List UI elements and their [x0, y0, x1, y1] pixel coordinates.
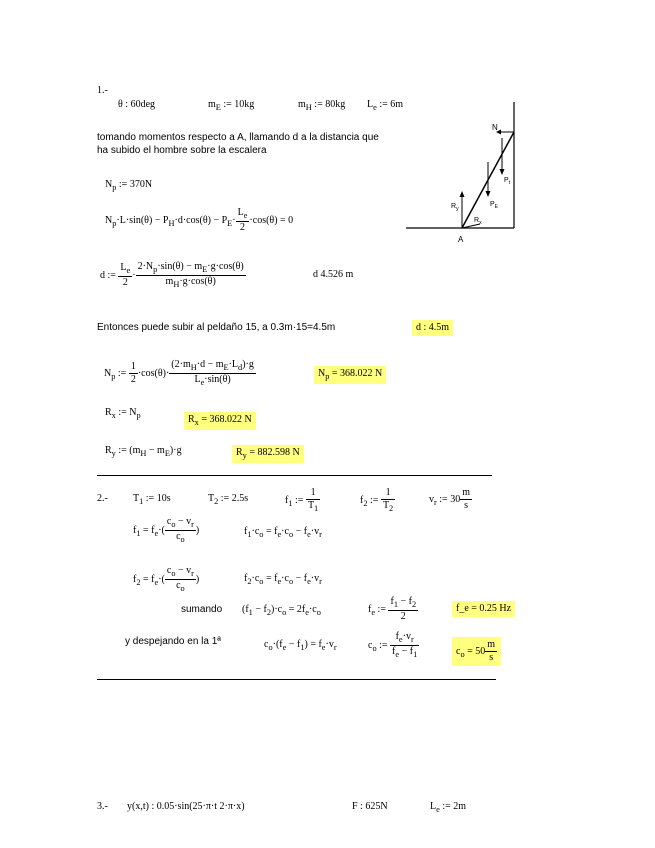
co-result: $c_o = 50$ $\frac{m}{s}$	[452, 637, 501, 666]
given-mass-e: $m_E$ := 10kg	[208, 99, 255, 112]
co-definition: $c_o$ := $\frac{f_e\cdot v_r}{f_e - f_1}$	[368, 631, 418, 660]
explanation-line-1: tomando momentos respecto a A, llamando d a la distancia que	[97, 132, 379, 143]
np-definition: $N_p$ := 370N	[105, 179, 153, 192]
ladder-diagram	[404, 100, 522, 245]
fe-definition: $f_e$ := $\frac{f_1 - f_2}{2}$	[368, 596, 417, 623]
rx-result: $R_x = 368.022$ N	[184, 412, 256, 430]
d-assignment: d : 4.5m	[412, 320, 453, 336]
arrow-rx	[462, 224, 480, 228]
co-equation: $c_o\cdot(f_e - f_1) = f_e\cdot v_r$	[264, 639, 337, 652]
t2-definition: $T_2$ := 2.5s	[208, 493, 249, 506]
label-ry: $R_y$	[451, 203, 459, 212]
problem-2-number: 2.-	[97, 493, 108, 504]
np-redefinition: $N_p$ := $\frac{1}{2}$ ·cos(θ)· $\frac{(2\cdot m_H\cdot d - m_E\cdot L_d)\cdot g}{L_e\cdot\sin(\theta)}$	[104, 359, 254, 388]
label-n: N	[492, 123, 498, 132]
conclusion-text: Entonces puede subir al peldaño 15, a 0.3m·15=4.5m	[97, 322, 336, 333]
length-definition: $L_e$ := 2m	[430, 801, 467, 814]
d-result: d 4.526 m	[313, 269, 354, 280]
rx-definition: $R_x$ := $N_p$	[105, 407, 141, 420]
equation-f1: $f_1 = f_e\cdot$( $\frac{c_o - v_r}{c_o}$ )	[133, 516, 200, 545]
label-a: A	[458, 235, 464, 244]
moment-equation: $N_p\cdot L\cdot\sin(\theta) - P_H\cdot d\cdot\cos(\theta) - P_E\cdot$ $\frac{L_e}{2}$ ·cos(θ) = 0	[105, 207, 294, 234]
d-definition: d := $\frac{L_e}{2}$ · $\frac{2\cdot N_p\cdot\sin(\theta) - m_E\cdot g\cdot\cos(\theta)}{m_H\cdot g\cdot\cos(\theta)}$	[100, 261, 244, 290]
f2-definition: $f_2$ := $\frac{1}{T_2}$	[360, 487, 394, 513]
fe-result: f_e = 0.25 Hz	[452, 601, 515, 617]
divider-2	[97, 679, 496, 680]
divider-1	[97, 475, 492, 476]
label-pt: $P_t$	[504, 177, 511, 186]
force-definition: F : 625N	[352, 801, 388, 812]
np-result: $N_p = 368.022$ N	[314, 366, 386, 384]
equation-f2-expanded: $f_2\cdot c_o = f_e\cdot c_o - f_e\cdot v_r$	[244, 573, 322, 586]
equation-f2: $f_2 = f_e\cdot$( $\frac{c_o - v_r}{c_o}$ )	[133, 565, 200, 594]
wave-equation: y(x,t) : 0.05·sin(25·π·t 2·π·x)	[127, 801, 245, 812]
label-pe: $P_E$	[490, 201, 499, 210]
sum-equation: $(f_1 - f_2)\cdot c_o = 2f_e\cdot c_o$	[242, 604, 321, 617]
f1-definition: $f_1$ := $\frac{1}{T_1}$	[285, 487, 319, 513]
given-theta: θ : 60deg	[118, 99, 156, 110]
given-length-e: $L_e$ := 6m	[367, 99, 404, 112]
ry-result: $R_y = 882.598$ N	[232, 445, 304, 463]
vr-definition: $v_r$ := 30 $\frac{m}{s}$	[429, 487, 470, 511]
problem-1-number: 1.-	[97, 85, 108, 96]
explanation-line-2: ha subido el hombre sobre la escalera	[97, 145, 267, 156]
ry-definition: $R_y$ := $(m_H - m_E)\cdot g$	[105, 445, 182, 458]
equation-f1-expanded: $f_1\cdot c_o = f_e\cdot c_o - f_e\cdot v_r$	[244, 526, 322, 539]
given-mass-h: $m_H$ := 80kg	[298, 99, 346, 112]
problem-3-number: 3.-	[97, 801, 108, 812]
label-rx: $R_x$	[474, 217, 482, 226]
sumando-label: sumando	[181, 604, 223, 615]
t1-definition: $T_1$ := 10s	[133, 493, 171, 506]
despejando-label: y despejando en la 1ª	[125, 636, 221, 647]
